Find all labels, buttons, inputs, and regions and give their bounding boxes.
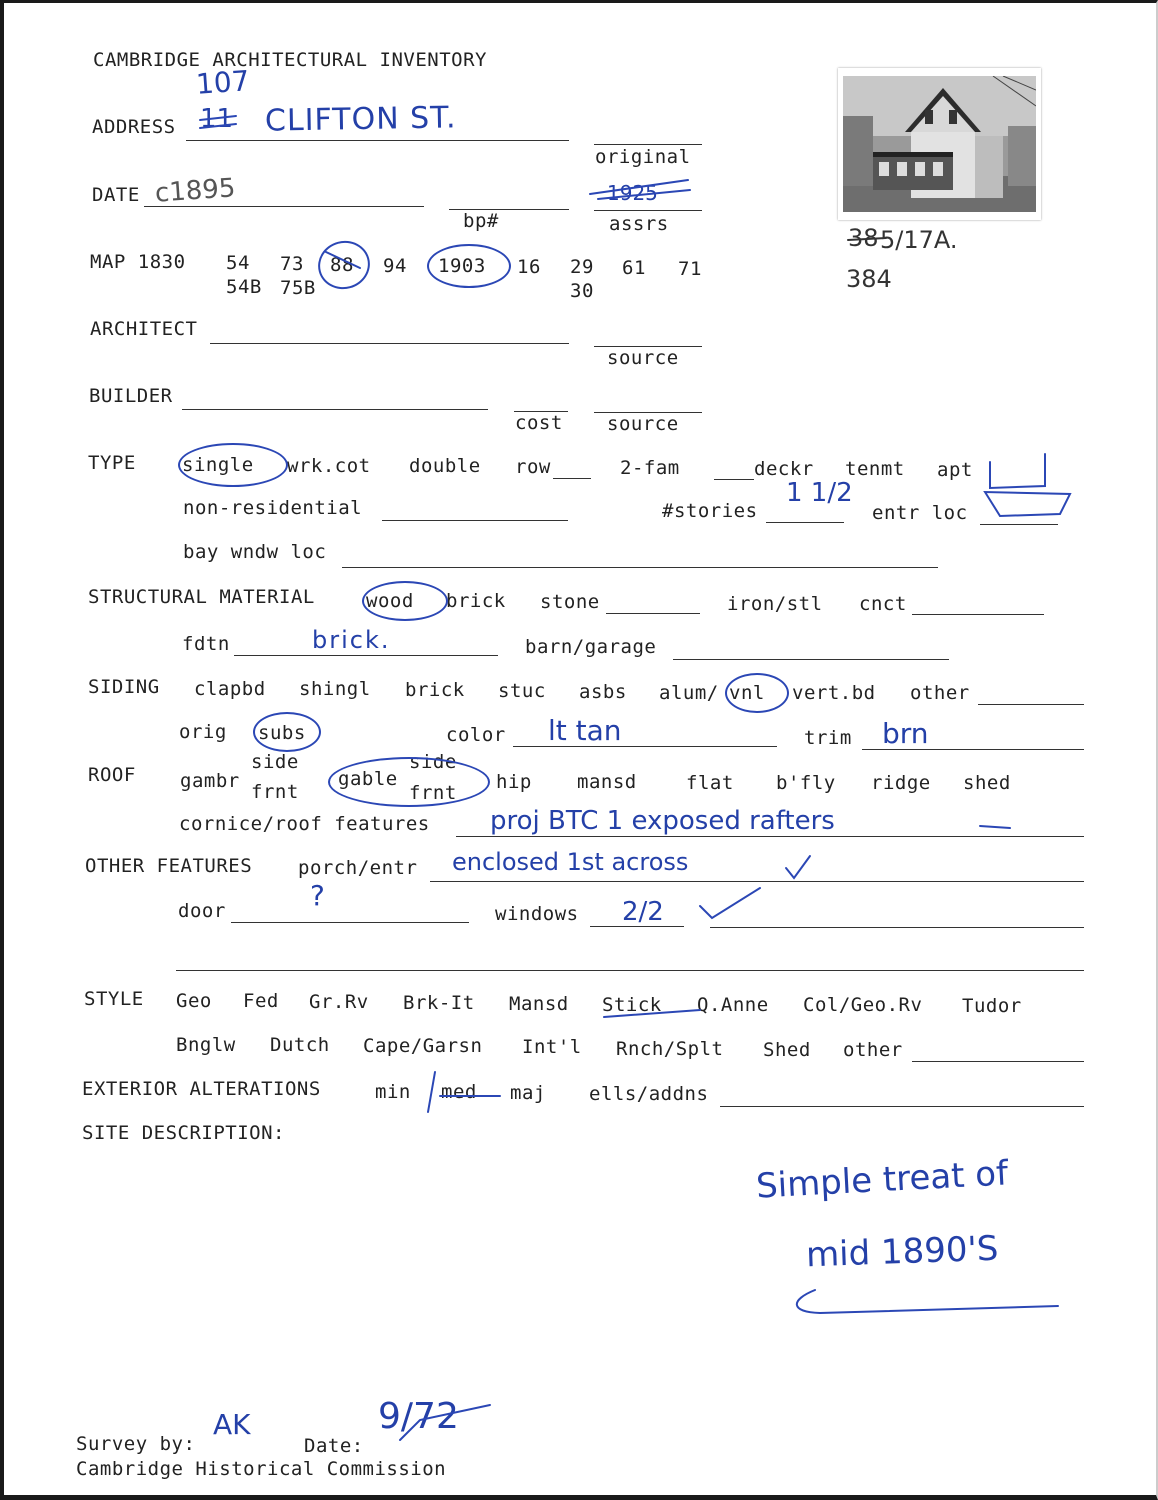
style-brk-it: Brk-It bbox=[403, 992, 475, 1014]
address-street: CLIFTON ST. bbox=[264, 100, 457, 139]
subs-label: subs bbox=[258, 722, 306, 744]
survey-date-label: Date: bbox=[304, 1435, 364, 1457]
orig-label: orig bbox=[179, 721, 227, 743]
roof-ridge: ridge bbox=[871, 772, 931, 794]
roof-flat: flat bbox=[686, 772, 734, 794]
structural-wood: wood bbox=[366, 590, 414, 612]
survey-date-value: 9/72 bbox=[378, 1396, 459, 1437]
roof-label: ROOF bbox=[88, 764, 136, 786]
map-label: MAP 1830 bbox=[90, 251, 186, 273]
style-label: STYLE bbox=[84, 988, 144, 1010]
type-row: row bbox=[515, 456, 551, 478]
roof-side-1: side bbox=[251, 751, 299, 773]
parcel-new: 384 bbox=[846, 265, 892, 293]
color-value: lt tan bbox=[548, 714, 622, 747]
map-88: 88 bbox=[330, 254, 354, 276]
map-75b: 75B bbox=[280, 277, 316, 299]
windows-label: windows bbox=[495, 903, 579, 925]
bay-window-label: bay wndw loc bbox=[183, 541, 327, 563]
roof-side-2: side bbox=[409, 751, 457, 773]
style-cape-garsn: Cape/Garsn bbox=[363, 1035, 483, 1057]
siding-brick: brick bbox=[405, 679, 465, 701]
siding-clapbd: clapbd bbox=[194, 678, 266, 700]
builder-label: BUILDER bbox=[89, 385, 173, 407]
siding-asbs: asbs bbox=[579, 681, 627, 703]
address-number: 107 bbox=[194, 64, 251, 101]
non-residential-label: non-residential bbox=[183, 497, 363, 519]
map-94: 94 bbox=[383, 255, 407, 277]
structural-stone: stone bbox=[540, 591, 600, 613]
original-struck-value: 1925 bbox=[607, 181, 658, 205]
map-16: 16 bbox=[517, 256, 541, 278]
other-features-label: OTHER FEATURES bbox=[85, 855, 253, 877]
type-2-fam: 2-fam bbox=[620, 457, 680, 479]
commission-name: Cambridge Historical Commission bbox=[76, 1458, 447, 1480]
parcel-struck: 38 bbox=[848, 224, 879, 252]
style-geo: Geo bbox=[176, 990, 212, 1012]
door-value: ? bbox=[310, 879, 325, 912]
type-single: single bbox=[182, 454, 254, 476]
porch-label: porch/entr bbox=[298, 857, 418, 879]
roof-bfly: b'fly bbox=[776, 772, 836, 794]
barn-label: barn/garage bbox=[525, 636, 657, 658]
roof-shed: shed bbox=[963, 772, 1011, 794]
roof-gable: gable bbox=[338, 768, 398, 790]
ells-label: ells/addns bbox=[589, 1083, 709, 1105]
style-shed: Shed bbox=[763, 1039, 811, 1061]
map-73: 73 bbox=[280, 253, 304, 275]
roof-frnt-1: frnt bbox=[251, 781, 299, 803]
site-line-2: mid 1890'S bbox=[805, 1228, 1000, 1276]
structural-iron: iron/stl bbox=[727, 593, 823, 615]
stories-value: 1 1/2 bbox=[786, 478, 853, 508]
roof-gambr: gambr bbox=[180, 770, 240, 792]
siding-other: other bbox=[910, 682, 970, 704]
ext-alt-med: med bbox=[441, 1081, 477, 1103]
style-dutch: Dutch bbox=[270, 1034, 330, 1056]
date-label: DATE bbox=[92, 184, 140, 206]
architect-label: ARCHITECT bbox=[90, 318, 198, 340]
style-col-geo-rv: Col/Geo.Rv bbox=[803, 994, 923, 1016]
ext-alt-label: EXTERIOR ALTERATIONS bbox=[82, 1078, 321, 1100]
ink-strokes bbox=[200, 116, 1070, 1440]
style-intl: Int'l bbox=[522, 1036, 582, 1058]
address-struck-number: 11 bbox=[200, 104, 234, 134]
type-double: double bbox=[409, 455, 481, 477]
style-rnch-splt: Rnch/Splt bbox=[616, 1038, 724, 1060]
trim-value: brn bbox=[882, 717, 929, 750]
siding-vnl: vnl bbox=[729, 682, 765, 704]
map-29: 29 bbox=[570, 256, 594, 278]
survey-label: Survey by: bbox=[76, 1433, 196, 1455]
bp-label: bp# bbox=[463, 210, 499, 232]
siding-vert-bd: vert.bd bbox=[792, 682, 876, 704]
style-stick: Stick bbox=[602, 994, 662, 1016]
assrs-label: assrs bbox=[609, 213, 669, 235]
siding-shingl: shingl bbox=[299, 678, 371, 700]
date-value: c1895 bbox=[154, 173, 237, 209]
site-line-1: Simple treat of bbox=[755, 1153, 1010, 1207]
style-other: other bbox=[843, 1039, 903, 1061]
fdtn-value: brick. bbox=[312, 626, 391, 654]
structural-label: STRUCTURAL MATERIAL bbox=[88, 586, 315, 608]
style-fed: Fed bbox=[243, 990, 279, 1012]
roof-mansd: mansd bbox=[577, 771, 637, 793]
parcel-number: 5/17A. bbox=[880, 226, 958, 254]
map-54b: 54B bbox=[226, 276, 262, 298]
siding-label: SIDING bbox=[88, 676, 160, 698]
map-54: 54 bbox=[226, 252, 250, 274]
type-apt: apt bbox=[937, 459, 973, 481]
site-label: SITE DESCRIPTION: bbox=[82, 1122, 285, 1144]
cost-label: cost bbox=[515, 412, 563, 434]
porch-value: enclosed 1st across bbox=[452, 848, 689, 876]
map-71: 71 bbox=[678, 258, 702, 280]
stories-label: #stories bbox=[662, 500, 758, 522]
ext-alt-min: min bbox=[375, 1081, 411, 1103]
ext-alt-maj: maj bbox=[510, 1082, 546, 1104]
cornice-label: cornice/roof features bbox=[179, 813, 430, 835]
surveyor-initials: AK bbox=[213, 1408, 251, 1441]
type-label: TYPE bbox=[88, 452, 136, 474]
cornice-value: proj BTC 1 exposed rafters bbox=[490, 806, 835, 836]
type-tenmt: tenmt bbox=[845, 458, 905, 480]
color-label: color bbox=[446, 724, 506, 746]
style-tudor: Tudor bbox=[962, 995, 1022, 1017]
siding-alum: alum/ bbox=[659, 682, 719, 704]
roof-hip: hip bbox=[496, 771, 532, 793]
architect-source-label: source bbox=[607, 347, 679, 369]
style-mansd: Mansd bbox=[509, 993, 569, 1015]
style-q-anne: Q.Anne bbox=[697, 994, 769, 1016]
style-bnglw: Bnglw bbox=[176, 1034, 236, 1056]
structural-cnct: cnct bbox=[859, 593, 907, 615]
form-title: CAMBRIDGE ARCHITECTURAL INVENTORY bbox=[93, 49, 487, 71]
address-label: ADDRESS bbox=[92, 116, 176, 138]
builder-source-label: source bbox=[607, 413, 679, 435]
map-30: 30 bbox=[570, 280, 594, 302]
fdtn-label: fdtn bbox=[182, 633, 230, 655]
roof-frnt-2: frnt bbox=[409, 782, 457, 804]
map-61: 61 bbox=[622, 257, 646, 279]
original-label: original bbox=[595, 146, 691, 168]
trim-label: trim bbox=[804, 727, 852, 749]
windows-value: 2/2 bbox=[622, 897, 664, 927]
siding-stuc: stuc bbox=[498, 680, 546, 702]
entr-loc-label: entr loc bbox=[872, 502, 968, 524]
style-gr-rv: Gr.Rv bbox=[309, 991, 369, 1013]
type-deckr: deckr bbox=[754, 458, 814, 480]
map-1903: 1903 bbox=[438, 255, 486, 277]
structural-brick: brick bbox=[446, 590, 506, 612]
type-wrk-cot: wrk.cot bbox=[287, 455, 371, 477]
door-label: door bbox=[178, 900, 226, 922]
